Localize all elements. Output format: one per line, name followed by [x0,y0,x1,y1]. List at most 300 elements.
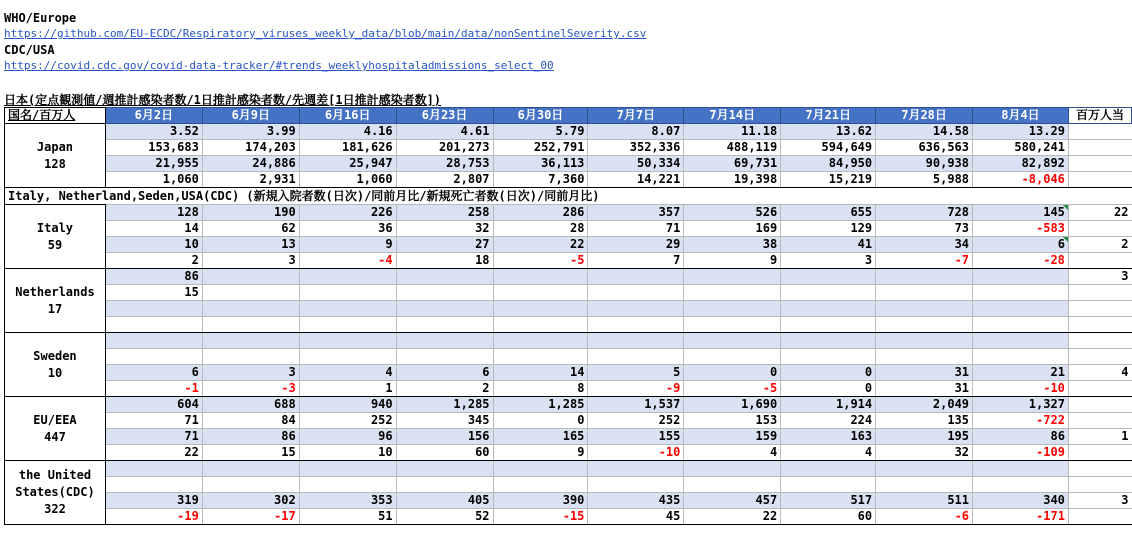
header-date: 6月9日 [202,108,299,124]
table-cell [396,285,493,301]
table-cell: 145 [973,205,1069,221]
header-date: 6月30日 [493,108,588,124]
table-cell [1068,413,1131,429]
table-cell: 353 [299,493,396,509]
table-cell: 201,273 [396,140,493,156]
japan-section-title: 日本(定点観測値/週推計感染者数/1日推計感染者数/先週差[1日推計感染者数]) [4,93,442,107]
table-row [5,509,1132,525]
table-cell [105,333,202,349]
table-cell [1068,381,1131,397]
table-cell: 25,947 [299,156,396,172]
table-cell [876,461,973,477]
table-cell: 6 [973,237,1069,253]
table-cell: 71 [105,429,202,445]
table-cell: 1,060 [105,172,202,188]
table-cell: 258 [396,205,493,221]
table-cell [876,285,973,301]
country-population: 447 [44,429,66,444]
table-cell: 319 [105,493,202,509]
table-cell [684,349,781,365]
table-cell [493,349,588,365]
table-cell [973,285,1069,301]
table-cell: -171 [973,509,1069,525]
table-cell: 84 [202,413,299,429]
table-cell: 3 [1068,493,1131,509]
header-row [5,108,1132,124]
table-cell: 1,327 [973,397,1069,413]
table-cell: 2 [396,381,493,397]
table-cell [588,461,684,477]
table-cell: 22 [684,509,781,525]
who-europe-link[interactable]: https://github.com/EU-ECDC/Respiratory_viruses_weekly_data/blob/main/data/nonSentinelSeverity.csv [4,27,647,40]
table-row [5,477,1132,493]
table-cell [493,301,588,317]
table-cell: 1 [1068,429,1131,445]
table-cell [876,333,973,349]
table-cell: 60 [396,445,493,461]
table-cell [876,349,973,365]
table-cell: -10 [588,445,684,461]
table-cell [1068,301,1131,317]
table-cell: 24,886 [202,156,299,172]
others-section-title: Italy, Netherland,Seden,USA(CDC) (新規入院者数(日次)/同前月比/新規死亡者数(日次)/同前月比) [5,188,1132,205]
table-row [5,381,1132,397]
table-cell: 129 [781,221,876,237]
table-row [5,269,1132,285]
table-body [5,108,1132,525]
table-cell [299,285,396,301]
table-cell: 1,690 [684,397,781,413]
table-cell [202,301,299,317]
table-cell: 3 [202,365,299,381]
table-cell [781,269,876,285]
table-cell: 31 [876,365,973,381]
table-cell: 1,914 [781,397,876,413]
table-cell: 51 [299,509,396,525]
table-row [5,413,1132,429]
table-cell: 36 [299,221,396,237]
header-date: 8月4日 [973,108,1069,124]
table-cell: 457 [684,493,781,509]
table-cell [588,349,684,365]
table-cell [105,477,202,493]
header-date: 6月2日 [105,108,202,124]
table-cell: 10 [299,445,396,461]
table-cell: -10 [973,381,1069,397]
table-cell: 8 [493,381,588,397]
table-cell: 27 [396,237,493,253]
table-cell [684,477,781,493]
table-cell: 7 [588,253,684,269]
table-cell [781,461,876,477]
table-cell [396,461,493,477]
table-cell: 84,950 [781,156,876,172]
table-row [5,285,1132,301]
table-cell: 286 [493,205,588,221]
table-cell: 159 [684,429,781,445]
table-cell: 3.99 [202,124,299,140]
table-cell: -722 [973,413,1069,429]
table-cell: 1,285 [493,397,588,413]
table-cell: 34 [876,237,973,253]
table-cell [588,269,684,285]
table-cell [1068,317,1131,333]
table-cell: -583 [973,221,1069,237]
table-cell: 4.61 [396,124,493,140]
table-row [5,301,1132,317]
table-cell: 2 [1068,237,1131,253]
table-cell: 4 [684,445,781,461]
table-cell [684,285,781,301]
table-cell: -1 [105,381,202,397]
table-cell: -17 [202,509,299,525]
table-cell: 73 [876,221,973,237]
table-cell: 9 [493,445,588,461]
table-cell [876,269,973,285]
table-cell: 435 [588,493,684,509]
table-cell: 517 [781,493,876,509]
table-cell: 15,219 [781,172,876,188]
table-cell [1068,140,1131,156]
table-cell: 60 [781,509,876,525]
table-cell: 6 [396,365,493,381]
country-name: Netherlands [15,284,95,299]
country-name: Japan [36,139,74,154]
table-cell: 3.52 [105,124,202,140]
table-cell [684,317,781,333]
table-cell [202,461,299,477]
table-row [5,397,1132,413]
table-cell [299,301,396,317]
table-cell: 940 [299,397,396,413]
table-cell [105,317,202,333]
table-cell: -9 [588,381,684,397]
header-date: 7月21日 [781,108,876,124]
table-cell: 390 [493,493,588,509]
table-cell [105,349,202,365]
country-cell-us [5,461,106,525]
table-cell: -5 [684,381,781,397]
table-cell: 18 [396,253,493,269]
table-cell: 1,060 [299,172,396,188]
table-cell [299,461,396,477]
table-cell: 22 [105,445,202,461]
table-cell: 252,791 [493,140,588,156]
table-cell: 71 [588,221,684,237]
table-cell [396,349,493,365]
table-cell [493,477,588,493]
table-cell: 50,334 [588,156,684,172]
table-cell: -6 [876,509,973,525]
header-date: 6月23日 [396,108,493,124]
country-population: 128 [44,156,66,171]
table-cell [202,269,299,285]
table-cell: 5.79 [493,124,588,140]
table-cell: -15 [493,509,588,525]
table-cell [973,301,1069,317]
table-cell [973,461,1069,477]
data-table [4,107,1132,525]
table-cell: 22 [1068,205,1131,221]
table-row [5,333,1132,349]
table-cell: 252 [299,413,396,429]
table-cell: 7,360 [493,172,588,188]
table-cell [493,317,588,333]
table-cell: 3 [1068,269,1131,285]
table-cell: 0 [781,365,876,381]
table-cell: 5 [588,365,684,381]
table-cell [1068,461,1131,477]
table-cell [876,317,973,333]
table-cell [684,333,781,349]
table-cell: 0 [684,365,781,381]
table-cell [1068,509,1131,525]
table-cell: 155 [588,429,684,445]
table-cell: 174,203 [202,140,299,156]
table-cell [1068,124,1131,140]
table-cell [1068,349,1131,365]
table-cell: -8,046 [973,172,1069,188]
header-date: 7月28日 [876,108,973,124]
table-cell: 28 [493,221,588,237]
table-cell: 156 [396,429,493,445]
table-cell [105,301,202,317]
header-date: 6月16日 [299,108,396,124]
table-cell [396,333,493,349]
table-row [5,237,1132,253]
table-cell: 2,807 [396,172,493,188]
table-cell: 86 [973,429,1069,445]
table-cell: 580,241 [973,140,1069,156]
table-cell [299,477,396,493]
table-cell [973,269,1069,285]
country-name: the United States(CDC) [15,468,95,499]
table-cell [781,317,876,333]
table-cell [1068,221,1131,237]
table-cell: 71 [105,413,202,429]
table-row [5,221,1132,237]
table-cell [876,301,973,317]
table-row [5,429,1132,445]
country-cell-japan [5,124,106,188]
table-cell: 511 [876,493,973,509]
table-row [5,253,1132,269]
table-cell: 11.18 [684,124,781,140]
table-cell [781,285,876,301]
table-cell [781,333,876,349]
table-cell [1068,445,1131,461]
table-cell: 2,049 [876,397,973,413]
table-cell: 0 [781,381,876,397]
table-cell [973,333,1069,349]
table-cell [876,477,973,493]
table-cell: -4 [299,253,396,269]
table-cell: 86 [202,429,299,445]
table-cell: -28 [973,253,1069,269]
table-cell [973,477,1069,493]
table-cell: 29 [588,237,684,253]
table-cell: 405 [396,493,493,509]
table-cell: 9 [299,237,396,253]
table-cell: 21 [973,365,1069,381]
table-cell [588,285,684,301]
table-cell: 604 [105,397,202,413]
table-cell: 41 [781,237,876,253]
table-cell: 36,113 [493,156,588,172]
table-row [5,140,1132,156]
header-date: 7月7日 [588,108,684,124]
country-population: 17 [47,301,63,316]
table-cell: 594,649 [781,140,876,156]
table-cell: 357 [588,205,684,221]
table-cell: 22 [493,237,588,253]
table-cell [684,269,781,285]
table-cell: -19 [105,509,202,525]
table-cell: 655 [781,205,876,221]
table-cell: 526 [684,205,781,221]
header-label: 国名/百万人 [5,108,106,124]
table-cell [1068,333,1131,349]
header-per-million: 百万人当 [1068,108,1131,124]
table-cell: 4 [299,365,396,381]
table-cell: 688 [202,397,299,413]
table-cell: 13.62 [781,124,876,140]
country-population: 10 [47,365,63,380]
table-cell: 1,285 [396,397,493,413]
table-row [5,317,1132,333]
table-cell [1068,285,1131,301]
table-cell: 10 [105,237,202,253]
table-cell: 302 [202,493,299,509]
country-population: 59 [47,237,63,252]
table-cell: 153 [684,413,781,429]
table-cell [1068,253,1131,269]
country-cell-netherlands [5,269,106,333]
table-cell: 165 [493,429,588,445]
table-cell [299,349,396,365]
table-cell: 153,683 [105,140,202,156]
table-cell: 52 [396,509,493,525]
table-cell: 45 [588,509,684,525]
cdc-usa-link[interactable]: https://covid.cdc.gov/covid-data-tracker/#trends_weeklyhospitaladmissions_select_00 [4,59,554,72]
table-cell [299,333,396,349]
table-row [5,365,1132,381]
table-cell: 9 [684,253,781,269]
table-cell [1068,172,1131,188]
table-cell: 3 [202,253,299,269]
table-cell [299,269,396,285]
table-cell: 4 [781,445,876,461]
table-cell [781,349,876,365]
table-cell: 728 [876,205,973,221]
table-cell [202,317,299,333]
table-cell: 62 [202,221,299,237]
table-cell [202,349,299,365]
table-cell [973,349,1069,365]
table-cell: 69,731 [684,156,781,172]
table-cell [588,333,684,349]
table-cell: 8.07 [588,124,684,140]
table-cell: 4 [1068,365,1131,381]
table-cell [588,477,684,493]
table-cell: 13.29 [973,124,1069,140]
table-cell [202,285,299,301]
header-date: 7月14日 [684,108,781,124]
table-cell [1068,477,1131,493]
table-cell: 345 [396,413,493,429]
table-cell [493,269,588,285]
table-cell: 31 [876,381,973,397]
table-cell: 19,398 [684,172,781,188]
country-population: 322 [44,502,66,516]
who-europe-label: WHO/Europe [4,11,77,25]
table-cell [202,477,299,493]
table-cell: 636,563 [876,140,973,156]
table-cell: 340 [973,493,1069,509]
table-cell: 14,221 [588,172,684,188]
table-cell [493,333,588,349]
table-cell [1068,397,1131,413]
table-cell: 169 [684,221,781,237]
others-section-title-row [5,188,1132,205]
table-cell: 252 [588,413,684,429]
table-cell [781,477,876,493]
table-cell [493,285,588,301]
table-cell: 96 [299,429,396,445]
table-cell [973,317,1069,333]
table-cell: 86 [105,269,202,285]
country-name: Sweden [33,348,77,363]
country-name: Italy [36,220,74,235]
table-cell: 32 [396,221,493,237]
table-cell: 181,626 [299,140,396,156]
table-row [5,349,1132,365]
table-cell: 21,955 [105,156,202,172]
table-cell: -109 [973,445,1069,461]
table-cell [396,317,493,333]
table-cell: 5,988 [876,172,973,188]
table-cell: 1,537 [588,397,684,413]
table-cell [105,461,202,477]
table-cell: 90,938 [876,156,973,172]
table-row [5,205,1132,221]
table-cell: 352,336 [588,140,684,156]
table-cell: 4.16 [299,124,396,140]
table-row [5,124,1132,140]
table-cell: -5 [493,253,588,269]
table-cell: 28,753 [396,156,493,172]
table-cell [684,461,781,477]
table-cell [396,477,493,493]
table-cell: -7 [876,253,973,269]
country-cell-sweden [5,333,106,397]
table-cell: 38 [684,237,781,253]
table-row [5,156,1132,172]
table-cell [299,317,396,333]
table-cell [202,333,299,349]
table-cell: 135 [876,413,973,429]
table-cell: 14 [493,365,588,381]
cdc-usa-label: CDC/USA [4,43,55,57]
table-cell [1068,156,1131,172]
table-cell: 2,931 [202,172,299,188]
table-cell: -3 [202,381,299,397]
table-cell [588,317,684,333]
table-row [5,461,1132,477]
country-cell-eu [5,397,106,461]
table-cell: 190 [202,205,299,221]
table-cell: 0 [493,413,588,429]
